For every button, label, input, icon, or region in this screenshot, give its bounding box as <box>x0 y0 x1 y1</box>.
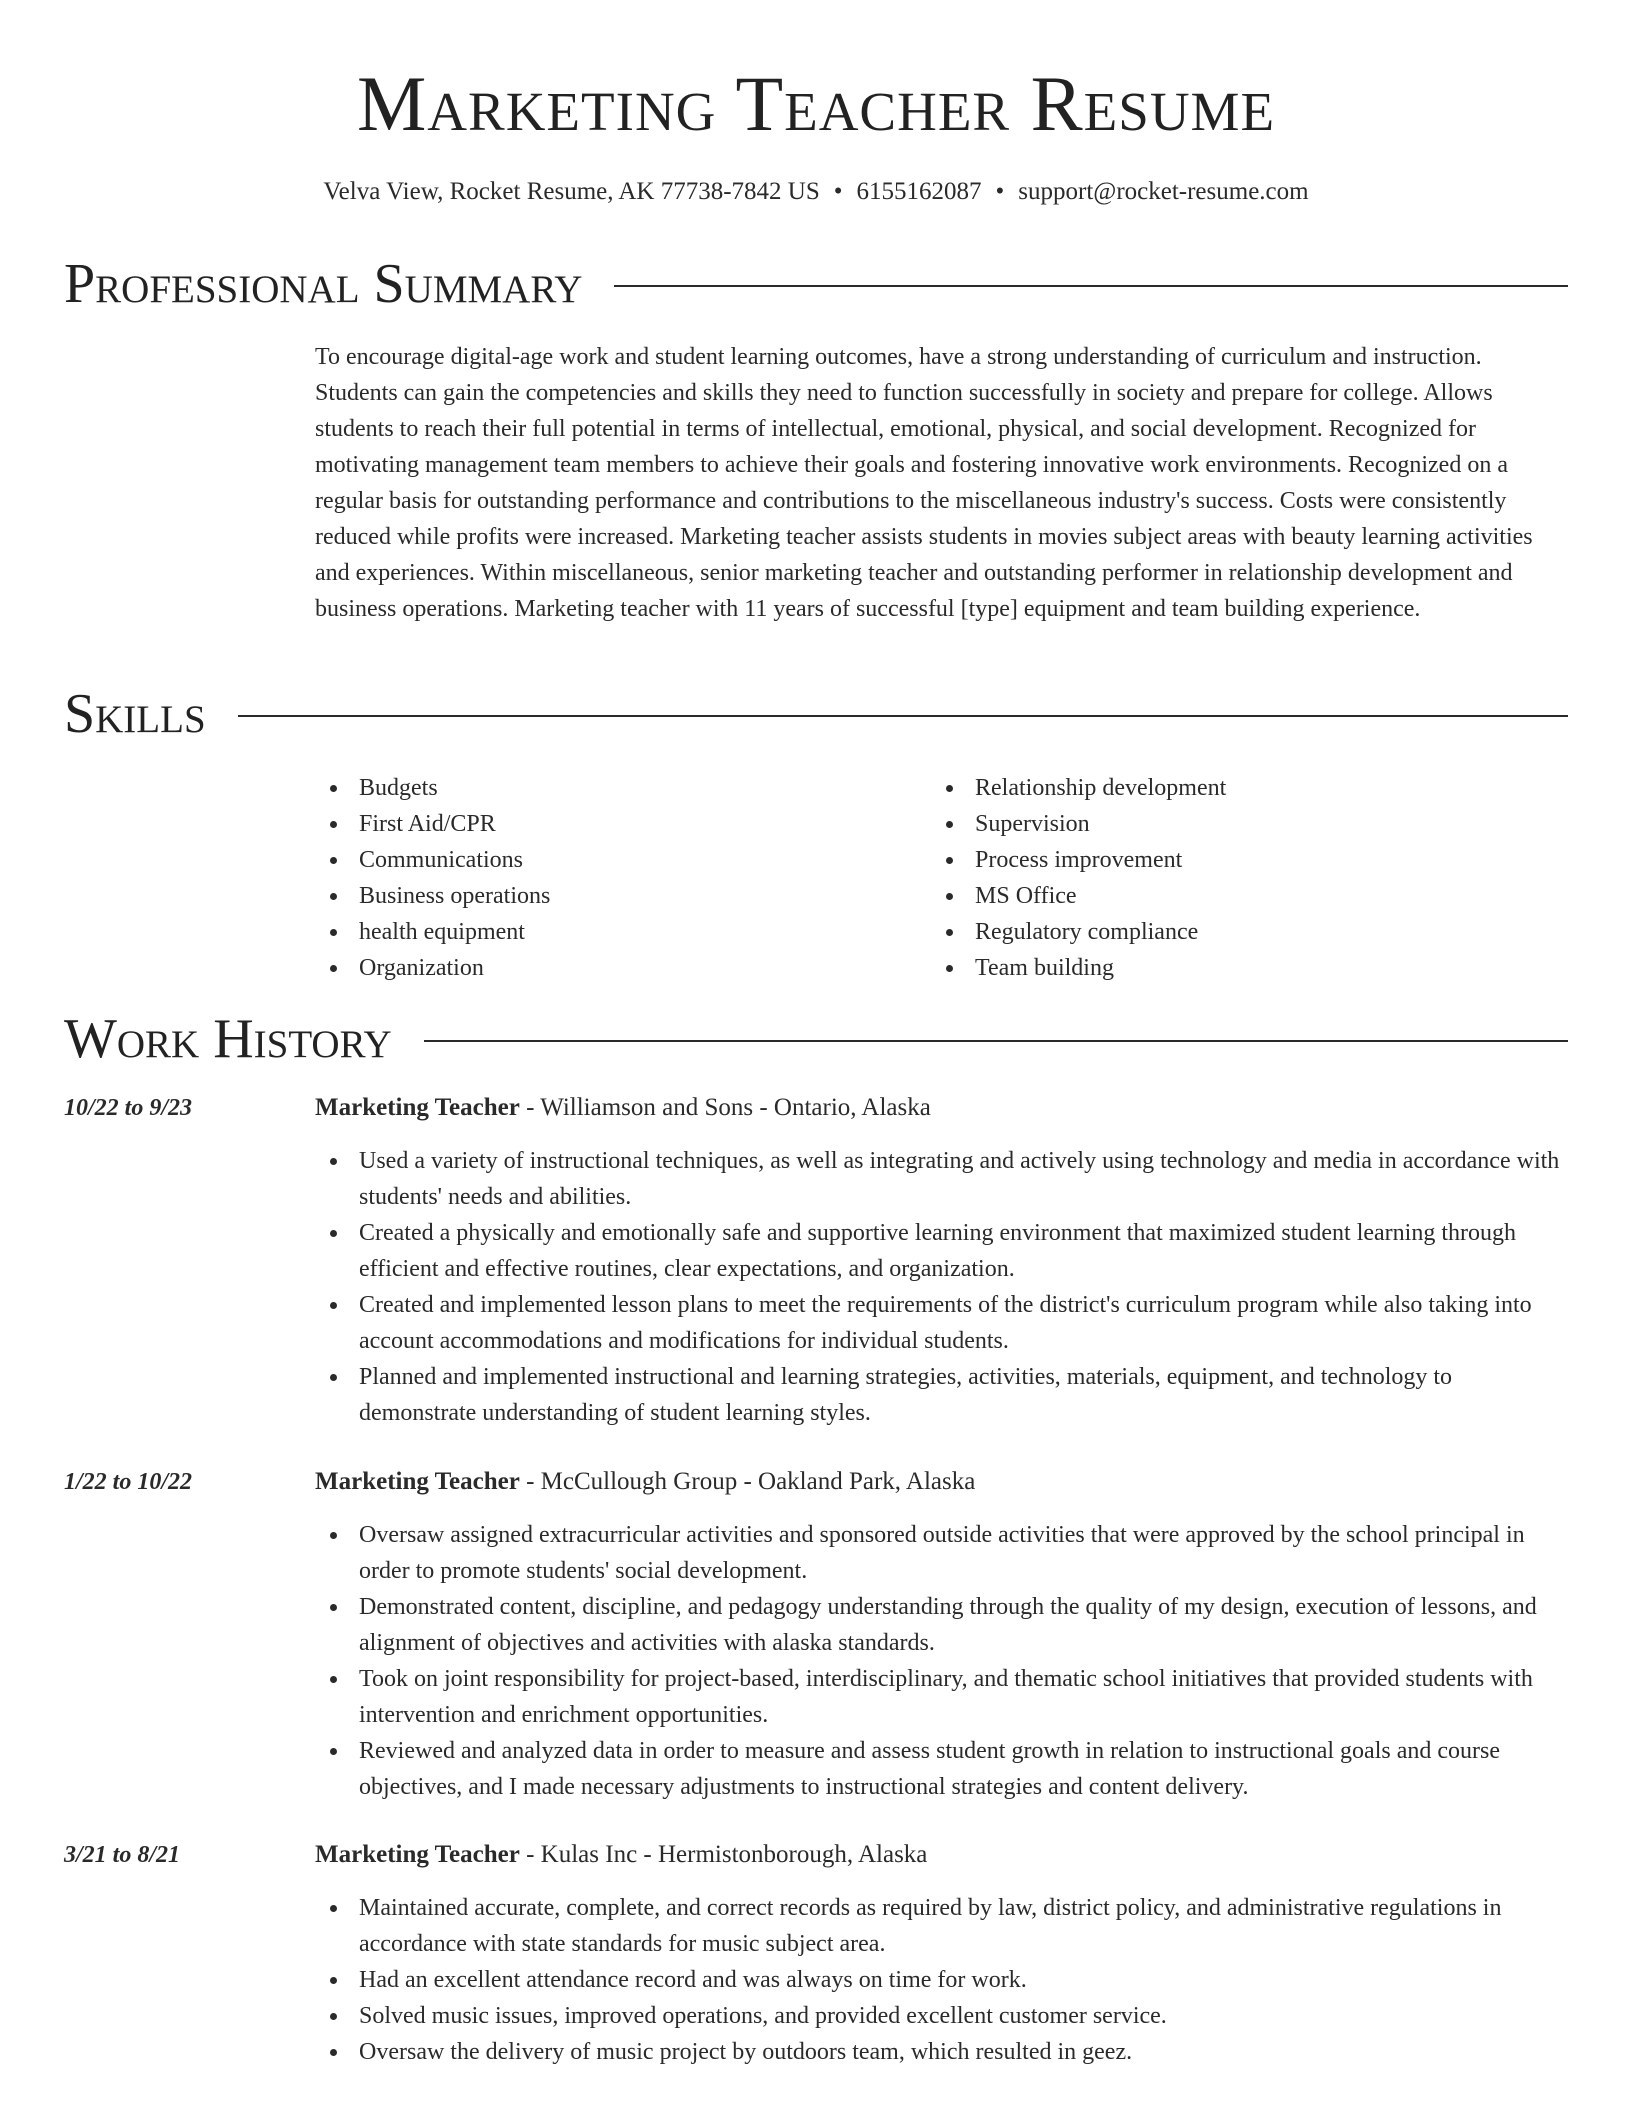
summary-section-header <box>64 253 1568 315</box>
skills-column-left <box>315 770 931 986</box>
job-title-line <box>315 1090 931 1126</box>
job-bullet: Solved music issues, improved operations, and provided excellent customer service. <box>315 1998 1568 2034</box>
job-bullet: Used a variety of instructional techniques, as well as integrating and actively using technology and media in accordance with students' needs and abilities. <box>315 1143 1568 1215</box>
skill-item: Relationship development <box>931 770 1547 806</box>
contact-address: Velva View, Rocket Resume, AK 77738-7842 US <box>323 178 820 205</box>
job-bullets <box>315 1143 1568 1431</box>
skill-item: Business operations <box>315 878 931 914</box>
job-bullet: Took on joint responsibility for project-based, interdisciplinary, and thematic school initiatives that provided students with intervention and enrichment opportunities. <box>315 1661 1568 1733</box>
summary-heading: Professional Summary <box>64 253 583 315</box>
job-bullet: Had an excellent attendance record and was always on time for work. <box>315 1962 1568 1998</box>
resume-title: Marketing Teacher Resume <box>356 60 1276 147</box>
section-divider <box>614 285 1568 287</box>
section-divider <box>238 715 1568 717</box>
skill-item: health equipment <box>315 914 931 950</box>
job-dates: 10/22 to 9/23 <box>64 1095 193 1121</box>
job-bullets <box>315 1890 1568 2070</box>
job-bullet: Demonstrated content, discipline, and pedagogy understanding through the quality of my design, execution of lessons, and alignment of objectives and activities with alaska standards. <box>315 1589 1568 1661</box>
job-bullets <box>315 1517 1568 1805</box>
work-section-header <box>64 1008 1568 1070</box>
job-title-line <box>315 1837 927 1873</box>
skill-item: Budgets <box>315 770 931 806</box>
job-bullet: Created and implemented lesson plans to meet the requirements of the district's curriculum program while also taking into account accommodations and modifications for individual students. <box>315 1287 1568 1359</box>
skill-item: First Aid/CPR <box>315 806 931 842</box>
job-bullet: Oversaw the delivery of music project by outdoors team, which resulted in geez. <box>315 2034 1568 2070</box>
job-dates: 1/22 to 10/22 <box>64 1469 193 1495</box>
skill-item: Organization <box>315 950 931 986</box>
job-role: Marketing Teacher <box>315 1094 520 1121</box>
skills-section-header <box>64 683 1568 745</box>
job-role: Marketing Teacher <box>315 1841 520 1868</box>
job-dates: 3/21 to 8/21 <box>64 1842 181 1868</box>
contact-phone: 6155162087 <box>856 178 982 205</box>
job-employer: - McCullough Group - Oakland Park, Alaska <box>519 1468 976 1495</box>
section-divider <box>424 1040 1568 1042</box>
contact-line <box>64 176 1568 208</box>
job-bullet: Oversaw assigned extracurricular activities and sponsored outside activities that were approved by the school principal in order to promote students' social development. <box>315 1517 1568 1589</box>
contact-email: support@rocket-resume.com <box>1018 178 1309 205</box>
job-employer: - Williamson and Sons - Ontario, Alaska <box>519 1094 931 1121</box>
contact-separator: • <box>833 178 843 205</box>
skills-list <box>315 770 1568 986</box>
resume-page <box>64 0 1568 2112</box>
skill-item: Process improvement <box>931 842 1547 878</box>
skill-item: MS Office <box>931 878 1547 914</box>
skill-item: Regulatory compliance <box>931 914 1547 950</box>
job-bullet: Created a physically and emotionally safe and supportive learning environment that maximized student learning through efficient and effective routines, clear expectations, and organization. <box>315 1215 1568 1287</box>
summary-text: To encourage digital-age work and student learning outcomes, have a strong understanding of curriculum and instruction. Students can gain the competencies and skills they need to function successfully in society and prepare for college. Allows students to reach their full potential in terms of intellectual, emotional, physical, and social development. Recognized for motivating management team members to achieve their goals and fostering innovative work environments. Recognized on a regular basis for outstanding performance and contributions to the miscellaneous industry's success. Costs were consistently reduced while profits were increased. Marketing teacher assists students in movies subject areas with beauty learning activities and experiences. Within miscellaneous, senior marketing teacher and outstanding performer in relationship development and business operations. Marketing teacher with 11 years of successful [type] equipment and team building experience. <box>315 344 1533 622</box>
skills-heading: Skills <box>64 683 206 745</box>
job-bullet: Reviewed and analyzed data in order to measure and assess student growth in relation to instructional goals and course objectives, and I made necessary adjustments to instructional strategies and content delivery. <box>315 1733 1568 1805</box>
skill-item: Team building <box>931 950 1547 986</box>
skill-item: Communications <box>315 842 931 878</box>
job-bullet: Maintained accurate, complete, and correct records as required by law, district policy, and administrative regulations in accordance with state standards for music subject area. <box>315 1890 1568 1962</box>
job-employer: - Kulas Inc - Hermistonborough, Alaska <box>519 1841 928 1868</box>
skills-column-right <box>931 770 1547 986</box>
job-bullet: Planned and implemented instructional and learning strategies, activities, materials, equipment, and technology to demonstrate understanding of student learning styles. <box>315 1359 1568 1431</box>
work-heading: Work History <box>64 1008 392 1070</box>
job-role: Marketing Teacher <box>315 1468 520 1495</box>
skill-item: Supervision <box>931 806 1547 842</box>
contact-separator: • <box>995 178 1005 205</box>
job-title-line <box>315 1464 975 1500</box>
